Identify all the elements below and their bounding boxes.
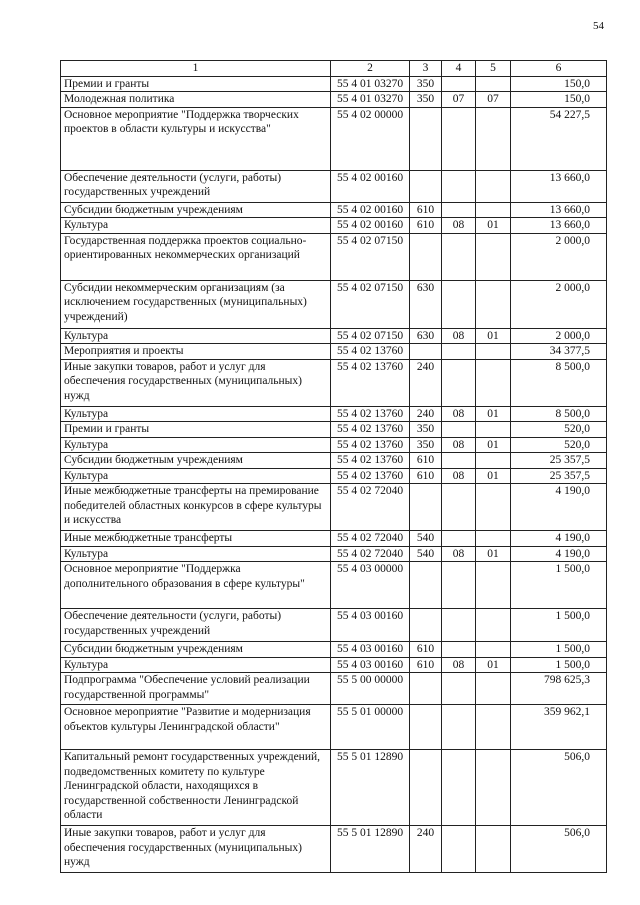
row-amount-cell: 54 227,5 (511, 107, 607, 170)
row-col4-cell (442, 531, 476, 547)
table-row (61, 750, 607, 826)
table-row (61, 406, 607, 422)
row-col5-cell: 01 (476, 468, 511, 484)
row-col4-cell (442, 673, 476, 705)
row-col5-cell (476, 531, 511, 547)
header-cell: 3 (410, 61, 442, 77)
row-name-cell: Культура (61, 437, 331, 453)
row-name-cell: Мероприятия и проекты (61, 344, 331, 360)
row-col3-cell: 350 (410, 76, 442, 92)
row-col4-cell: 08 (442, 406, 476, 422)
row-col4-cell (442, 826, 476, 873)
table-row (61, 344, 607, 360)
row-col3-cell: 630 (410, 280, 442, 328)
row-col3-cell: 540 (410, 546, 442, 562)
row-name-cell: Иные межбюджетные трансферты (61, 531, 331, 547)
row-name-cell: Культура (61, 328, 331, 344)
row-col5-cell: 01 (476, 406, 511, 422)
row-name-cell: Культура (61, 468, 331, 484)
row-col4-cell (442, 453, 476, 469)
row-col3-cell (410, 484, 442, 531)
table-row (61, 657, 607, 673)
row-col3-cell: 610 (410, 657, 442, 673)
row-col4-cell (442, 359, 476, 406)
row-col3-cell (410, 562, 442, 609)
row-code-cell: 55 4 02 13760 (331, 422, 410, 438)
page-number: 54 (593, 20, 604, 32)
row-col5-cell (476, 170, 511, 202)
row-amount-cell: 150,0 (511, 76, 607, 92)
table-row (61, 484, 607, 531)
row-code-cell: 55 4 02 00000 (331, 107, 410, 170)
table-row (61, 642, 607, 658)
row-code-cell: 55 5 01 00000 (331, 705, 410, 750)
table-row (61, 468, 607, 484)
row-col5-cell (476, 280, 511, 328)
row-col5-cell (476, 107, 511, 170)
row-col5-cell (476, 453, 511, 469)
row-amount-cell: 520,0 (511, 437, 607, 453)
row-col3-cell: 240 (410, 826, 442, 873)
row-code-cell: 55 5 01 12890 (331, 750, 410, 826)
row-name-cell: Культура (61, 546, 331, 562)
row-amount-cell: 4 190,0 (511, 484, 607, 531)
row-col5-cell (476, 202, 511, 218)
header-cell: 1 (61, 61, 331, 77)
header-cell: 6 (511, 61, 607, 77)
row-name-cell: Капитальный ремонт государственных учреждений, подведомственных комитету по культуре Ленинградской области, находящихся в государственной собственности Ленинградской области (61, 750, 331, 826)
budget-table (60, 60, 607, 873)
row-col3-cell: 610 (410, 453, 442, 469)
row-col4-cell (442, 609, 476, 642)
row-code-cell: 55 5 00 00000 (331, 673, 410, 705)
row-col4-cell (442, 344, 476, 360)
row-col4-cell (442, 202, 476, 218)
row-col5-cell: 01 (476, 328, 511, 344)
row-amount-cell: 13 660,0 (511, 170, 607, 202)
row-col4-cell: 08 (442, 328, 476, 344)
row-code-cell: 55 4 02 07150 (331, 328, 410, 344)
row-amount-cell: 150,0 (511, 92, 607, 108)
table-row (61, 76, 607, 92)
table-row (61, 170, 607, 202)
table-row (61, 546, 607, 562)
row-col5-cell (476, 76, 511, 92)
row-code-cell: 55 4 02 00160 (331, 218, 410, 234)
row-amount-cell: 798 625,3 (511, 673, 607, 705)
row-col3-cell: 610 (410, 202, 442, 218)
row-code-cell: 55 4 02 13760 (331, 468, 410, 484)
row-name-cell: Культура (61, 218, 331, 234)
row-code-cell: 55 4 03 00000 (331, 562, 410, 609)
row-name-cell: Культура (61, 406, 331, 422)
row-col4-cell (442, 705, 476, 750)
row-amount-cell: 13 660,0 (511, 202, 607, 218)
row-col3-cell (410, 107, 442, 170)
row-amount-cell: 1 500,0 (511, 642, 607, 658)
table-row (61, 437, 607, 453)
row-col3-cell: 350 (410, 437, 442, 453)
row-amount-cell: 520,0 (511, 422, 607, 438)
table-row (61, 453, 607, 469)
table-row (61, 359, 607, 406)
row-amount-cell: 8 500,0 (511, 359, 607, 406)
row-code-cell: 55 4 02 13760 (331, 344, 410, 360)
row-code-cell: 55 4 01 03270 (331, 76, 410, 92)
row-col5-cell (476, 609, 511, 642)
row-amount-cell: 8 500,0 (511, 406, 607, 422)
row-col4-cell: 08 (442, 657, 476, 673)
row-col5-cell (476, 750, 511, 826)
row-col4-cell: 08 (442, 218, 476, 234)
row-col5-cell (476, 673, 511, 705)
row-code-cell: 55 4 02 00160 (331, 170, 410, 202)
row-name-cell: Субсидии бюджетным учреждениям (61, 642, 331, 658)
row-col3-cell: 350 (410, 92, 442, 108)
row-name-cell: Молодежная политика (61, 92, 331, 108)
table-row (61, 202, 607, 218)
row-col3-cell: 240 (410, 406, 442, 422)
row-code-cell: 55 4 01 03270 (331, 92, 410, 108)
row-amount-cell: 4 190,0 (511, 546, 607, 562)
table-row (61, 422, 607, 438)
table-row (61, 562, 607, 609)
row-name-cell: Премии и гранты (61, 422, 331, 438)
row-amount-cell: 1 500,0 (511, 609, 607, 642)
row-col5-cell (476, 705, 511, 750)
row-name-cell: Государственная поддержка проектов социально-ориентированных некоммерческих организаций (61, 233, 331, 280)
table-row (61, 233, 607, 280)
header-cell: 2 (331, 61, 410, 77)
row-code-cell: 55 4 02 72040 (331, 546, 410, 562)
row-col3-cell: 630 (410, 328, 442, 344)
row-amount-cell: 1 500,0 (511, 657, 607, 673)
row-col3-cell: 610 (410, 218, 442, 234)
row-col4-cell (442, 642, 476, 658)
table-row (61, 609, 607, 642)
row-name-cell: Субсидии бюджетным учреждениям (61, 453, 331, 469)
row-col3-cell (410, 170, 442, 202)
row-col5-cell (476, 562, 511, 609)
row-name-cell: Основное мероприятие "Развитие и модернизация объектов культуры Ленинградской области" (61, 705, 331, 750)
row-col5-cell: 01 (476, 546, 511, 562)
row-amount-cell: 2 000,0 (511, 280, 607, 328)
row-code-cell: 55 4 02 13760 (331, 359, 410, 406)
row-col3-cell (410, 233, 442, 280)
row-name-cell: Подпрограмма "Обеспечение условий реализации государственной программы" (61, 673, 331, 705)
row-amount-cell: 359 962,1 (511, 705, 607, 750)
row-col5-cell: 01 (476, 437, 511, 453)
row-col3-cell (410, 609, 442, 642)
row-amount-cell: 1 500,0 (511, 562, 607, 609)
row-code-cell: 55 4 03 00160 (331, 642, 410, 658)
row-amount-cell: 506,0 (511, 826, 607, 873)
table-row (61, 328, 607, 344)
row-code-cell: 55 4 02 13760 (331, 437, 410, 453)
row-col4-cell (442, 107, 476, 170)
row-code-cell: 55 4 03 00160 (331, 657, 410, 673)
row-col5-cell (476, 359, 511, 406)
row-name-cell: Основное мероприятие "Поддержка дополнительного образования в сфере культуры" (61, 562, 331, 609)
row-code-cell: 55 4 03 00160 (331, 609, 410, 642)
row-col5-cell: 07 (476, 92, 511, 108)
row-name-cell: Культура (61, 657, 331, 673)
table-row (61, 531, 607, 547)
row-name-cell: Иные закупки товаров, работ и услуг для обеспечения государственных (муниципальных) нужд (61, 359, 331, 406)
row-code-cell: 55 4 02 72040 (331, 484, 410, 531)
row-name-cell: Премии и гранты (61, 76, 331, 92)
row-col4-cell (442, 750, 476, 826)
row-col4-cell (442, 76, 476, 92)
row-code-cell: 55 4 02 72040 (331, 531, 410, 547)
table-row (61, 280, 607, 328)
table-row (61, 826, 607, 873)
row-name-cell: Иные закупки товаров, работ и услуг для обеспечения государственных (муниципальных) нужд (61, 826, 331, 873)
table-row (61, 218, 607, 234)
row-amount-cell: 506,0 (511, 750, 607, 826)
row-col4-cell (442, 170, 476, 202)
table-row (61, 92, 607, 108)
table-row (61, 107, 607, 170)
table-header-row (61, 61, 607, 77)
row-col4-cell: 08 (442, 437, 476, 453)
row-col5-cell: 01 (476, 218, 511, 234)
row-code-cell: 55 4 02 07150 (331, 280, 410, 328)
row-name-cell: Обеспечение деятельности (услуги, работы) государственных учреждений (61, 609, 331, 642)
row-col5-cell (476, 422, 511, 438)
row-col5-cell (476, 344, 511, 360)
row-col4-cell (442, 280, 476, 328)
row-name-cell: Обеспечение деятельности (услуги, работы) государственных учреждений (61, 170, 331, 202)
row-name-cell: Субсидии бюджетным учреждениям (61, 202, 331, 218)
row-col3-cell: 540 (410, 531, 442, 547)
row-amount-cell: 25 357,5 (511, 453, 607, 469)
row-amount-cell: 25 357,5 (511, 468, 607, 484)
header-cell: 4 (442, 61, 476, 77)
row-name-cell: Иные межбюджетные трансферты на премирование победителей областных конкурсов в сфере культуры и искусства (61, 484, 331, 531)
row-col4-cell (442, 233, 476, 280)
row-code-cell: 55 4 02 13760 (331, 406, 410, 422)
row-col3-cell: 240 (410, 359, 442, 406)
row-col3-cell: 350 (410, 422, 442, 438)
row-col4-cell: 07 (442, 92, 476, 108)
row-col3-cell (410, 705, 442, 750)
row-code-cell: 55 4 02 00160 (331, 202, 410, 218)
row-amount-cell: 2 000,0 (511, 233, 607, 280)
row-code-cell: 55 4 02 07150 (331, 233, 410, 280)
row-col4-cell (442, 422, 476, 438)
row-code-cell: 55 5 01 12890 (331, 826, 410, 873)
row-col3-cell (410, 673, 442, 705)
table-row (61, 673, 607, 705)
row-col5-cell: 01 (476, 657, 511, 673)
row-col5-cell (476, 484, 511, 531)
header-cell: 5 (476, 61, 511, 77)
row-amount-cell: 4 190,0 (511, 531, 607, 547)
table-row (61, 705, 607, 750)
row-col5-cell (476, 642, 511, 658)
row-amount-cell: 13 660,0 (511, 218, 607, 234)
row-amount-cell: 34 377,5 (511, 344, 607, 360)
row-col3-cell (410, 750, 442, 826)
row-col3-cell: 610 (410, 642, 442, 658)
row-name-cell: Основное мероприятие "Поддержка творческих проектов в области культуры и искусства" (61, 107, 331, 170)
row-col5-cell (476, 826, 511, 873)
row-col4-cell (442, 484, 476, 531)
row-col3-cell (410, 344, 442, 360)
row-col5-cell (476, 233, 511, 280)
row-col4-cell: 08 (442, 468, 476, 484)
row-amount-cell: 2 000,0 (511, 328, 607, 344)
row-col4-cell: 08 (442, 546, 476, 562)
row-code-cell: 55 4 02 13760 (331, 453, 410, 469)
row-col3-cell: 610 (410, 468, 442, 484)
row-name-cell: Субсидии некоммерческим организациям (за исключением государственных (муниципальных) учреждений) (61, 280, 331, 328)
row-col4-cell (442, 562, 476, 609)
